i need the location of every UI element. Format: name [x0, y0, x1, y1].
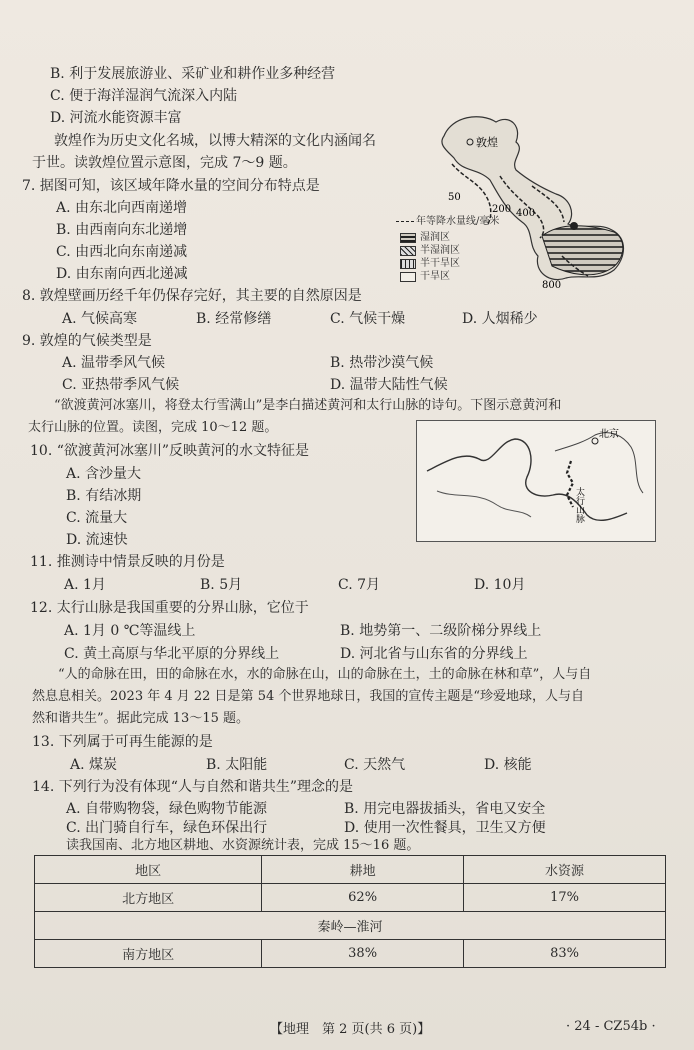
q8-option-d: D. 人烟稀少	[462, 311, 538, 327]
iso-label-200: 200	[492, 204, 512, 215]
tributary-line	[437, 491, 531, 517]
question-9: 9. 敦煌的气候类型是	[22, 333, 152, 349]
iso-label-800: 800	[542, 280, 562, 291]
cell-south-water: 83%	[464, 940, 666, 968]
header-farmland: 耕地	[262, 856, 464, 884]
option-c: C. 便于海洋湿润气流深入内陆	[50, 88, 238, 104]
range-label: 太行山脉	[574, 487, 584, 523]
table-row-south	[35, 940, 666, 968]
question-8: 8. 敦煌壁画历经千年仍保存完好，其主要的自然原因是	[22, 288, 362, 304]
coast-line	[555, 433, 643, 493]
q8-option-c: C. 气候干燥	[330, 311, 406, 327]
q9-option-d: D. 温带大陆性气候	[330, 377, 448, 393]
q14-option-b: B. 用完电器拔插头，省电又安全	[344, 801, 546, 817]
q13-option-d: D. 核能	[484, 757, 532, 773]
passage-nature-2: 然息息相关。2023 年 4 月 22 日是第 54 个世界地球日，我国的宣传主题是“珍爱地球，人与自	[32, 689, 585, 704]
beijing-point	[592, 438, 598, 444]
passage-dunhuang-2: 于世。读敦煌位置示意图，完成 7～9 题。	[32, 155, 297, 171]
q10-option-a: A. 含沙量大	[66, 466, 142, 482]
option-d: D. 河流水能资源丰富	[50, 110, 182, 126]
q12-option-c: C. 黄土高原与华北平原的分界线上	[64, 646, 280, 662]
q12-option-b: B. 地势第一、二级阶梯分界线上	[340, 623, 542, 639]
question-7: 7. 据图可知，该区域年降水量的空间分布特点是	[22, 178, 320, 194]
iso-label-50: 50	[448, 192, 461, 203]
table-row-divider	[35, 912, 666, 940]
q10-option-d: D. 流速快	[66, 532, 128, 548]
cell-north-region: 北方地区	[35, 884, 262, 912]
q11-option-d: D. 10月	[474, 577, 526, 593]
passage-nature: “人的命脉在田，田的命脉在水，水的命脉在山，山的命脉在土，土的命脉在林和草”，人与自	[58, 667, 592, 682]
q14-option-d: D. 使用一次性餐具，卫生又方便	[344, 820, 546, 836]
question-11: 11. 推测诗中情景反映的月份是	[30, 554, 225, 570]
q11-option-c: C. 7月	[338, 577, 381, 593]
header-water: 水资源	[464, 856, 666, 884]
humid-zone	[542, 226, 623, 275]
paper-code: · 24 - CZ54b ·	[566, 1019, 656, 1034]
table-header-row	[35, 856, 666, 884]
q8-option-b: B. 经常修缮	[196, 311, 272, 327]
legend-arid: 干旱区	[400, 267, 450, 282]
yellow-river-map	[416, 420, 656, 542]
q9-option-a: A. 温带季风气候	[62, 355, 166, 371]
q11-option-b: B. 5月	[200, 577, 243, 593]
q14-option-c: C. 出门骑自行车，绿色环保出行	[66, 820, 268, 836]
passage-table: 读我国南、北方地区耕地、水资源统计表，完成 15～16 题。	[66, 838, 420, 853]
q7-option-b: B. 由西南向东北递增	[56, 222, 188, 238]
q12-option-a: A. 1月 0 ℃等温线上	[64, 623, 196, 639]
cell-north-water: 17%	[464, 884, 666, 912]
q13-option-c: C. 天然气	[344, 757, 406, 773]
capital-point	[570, 222, 578, 230]
cell-south-region: 南方地区	[35, 940, 262, 968]
legend-semiarid: 半干旱区	[400, 254, 460, 269]
data-table	[34, 855, 666, 968]
q7-option-d: D. 由东南向西北递减	[56, 266, 188, 282]
q9-option-c: C. 亚热带季风气候	[62, 377, 180, 393]
q13-option-a: A. 煤炭	[70, 757, 118, 773]
legend-humid: 湿润区	[400, 228, 450, 243]
question-14: 14. 下列行为没有体现“人与自然和谐共生”理念的是	[32, 779, 354, 795]
yellow-river-map-svg	[417, 421, 655, 541]
q14-option-a: A. 自带购物袋，绿色购物节能源	[66, 801, 268, 817]
cell-north-farmland: 62%	[262, 884, 464, 912]
legend-title: 年等降水量线/毫米	[396, 212, 499, 227]
header-region: 地区	[35, 856, 262, 884]
beijing-label: 北京	[599, 429, 619, 440]
question-13: 13. 下列属于可再生能源的是	[32, 734, 213, 750]
yellow-river-line	[427, 439, 627, 520]
iso-label-400: 400	[516, 208, 536, 219]
table-row-north	[35, 884, 666, 912]
legend-semihumid: 半湿润区	[400, 241, 460, 256]
cell-divider: 秦岭—淮河	[35, 912, 666, 940]
q12-option-d: D. 河北省与山东省的分界线上	[340, 646, 528, 662]
q8-option-a: A. 气候高寒	[62, 311, 138, 327]
option-b: B. 利于发展旅游业、采矿业和耕作业多种经营	[50, 66, 336, 82]
dunhuang-map	[392, 106, 642, 292]
q7-option-c: C. 由西北向东南递减	[56, 244, 188, 260]
q13-option-b: B. 太阳能	[206, 757, 268, 773]
passage-yellow-river: “欲渡黄河冰塞川，将登太行雪满山”是李白描述黄河和太行山脉的诗句。下图示意黄河和	[54, 398, 562, 413]
city-label: 敦煌	[476, 136, 498, 149]
q10-option-b: B. 有结冰期	[66, 488, 142, 504]
question-10: 10. “欲渡黄河冰塞川”反映黄河的水文特征是	[30, 443, 310, 459]
passage-dunhuang: 敦煌作为历史文化名城，以博大精深的文化内涵闻名	[54, 133, 376, 149]
q10-option-c: C. 流量大	[66, 510, 128, 526]
taihang-range	[567, 461, 573, 507]
question-12: 12. 太行山脉是我国重要的分界山脉，它位于	[30, 600, 309, 616]
page-footer: 【地理 第 2 页(共 6 页)】	[270, 1022, 431, 1037]
passage-yellow-river-2: 太行山脉的位置。读图，完成 10～12 题。	[28, 420, 278, 435]
q11-option-a: A. 1月	[64, 577, 106, 593]
q7-option-a: A. 由东北向西南递增	[56, 200, 188, 216]
q9-option-b: B. 热带沙漠气候	[330, 355, 434, 371]
cell-south-farmland: 38%	[262, 940, 464, 968]
passage-nature-3: 然和谐共生”。据此完成 13～15 题。	[32, 711, 249, 726]
